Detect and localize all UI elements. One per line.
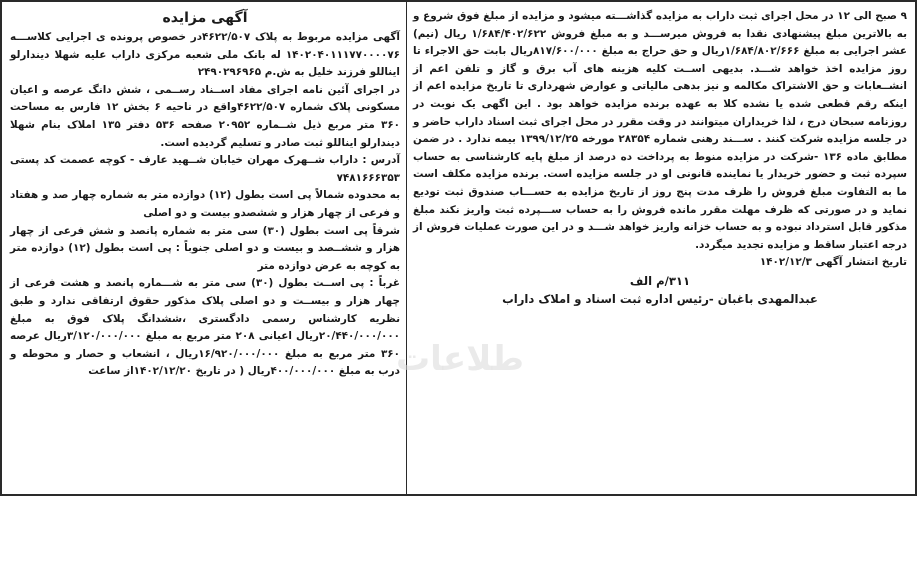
notice-terms: ۹ صبح الی ۱۲ در محل اجرای ثبت داراب به مزایده گذاشـــته میشود و مزایده از مبلغ فوق شروع و به بالاترین مبلغ پیشنهادی نقدا به فروش میرســـد و به مبلغ فروش ۱/۶۸۴/۴۰۲/۶۲۲ ریال (نیم) عشر اجرایی به مبلغ ۱/۶۸۴/۸۰۲/۶۶۶ریال و حق حراج به مبلغ ۸۱۷/۶۰۰/۰۰۰ریال بابت حق الاجراء تا روز مزایده اخذ خواهد شـــد. بدیهی اســت کلیه هزینه های آب برق و گاز و تلفن اعم از انشــعابات و حق الاشتراک مکالمه و نیز بدهی مالیاتی و عوارض شهرداری تا تاریخ مزایده اعم از اینکه رقم قطعی شده یا نشده کلا به عهده برنده مزایده خواهد بود . این اگهی یک نوبت در روزنامه سبحان درج ، لذا خریداران میتوانند در وقت مقرر در محل اجرای ثبت اسناد داراب حاضر و در جلسه مزایده شرکت کنند . ســـند رهنی شماره ۲۸۳۵۴ مورخه ۱۳۹۹/۱۲/۲۵ بیمه ندارد . در ضمن مطابق ماده ۱۳۶ -شرکت در مزایده منوط به پرداخت ده درصد از مبلغ پایه کارشناسی به حساب سپرده ثبت و حضور خریدار یا نماینده قانونی او در جلسه مزایده است. برنده مزایده مکلف است ما به التفاوت مبلغ فروش را ظرف مدت پنج روز از تاریخ مزایده به حســـاب صندوق ثبت تودیع نماید و در صورتی که ظرف مهلت مقرر مانده فروش را به حساب ســـپرده ثبت واریز نکند مبلغ مذکور قابل استرداد نبوده و به حساب خزانه واریز خواهد شـــد و در این صورت عملیات فروش از درجه اعتبار ساقط و مزایده تجدید میگردد. <box>413 10 907 251</box>
notice-boundary-east-south: شرقاً پی است بطول (۳۰) سی متر به شماره پانصد و شش فرعی از چهار هزار و ششــصد و بیست و دو اصلی جنوباً : پی است بطول (۱۲) دوازده متر به کوچه به عرض دوازده متر <box>10 224 400 272</box>
notice-right-column <box>2 2 406 494</box>
notice-signature: عبدالمهدی باغبان -رئیس اداره ثبت اسناد و املاک داراب <box>502 291 818 306</box>
notice-title: آگهی مزایده <box>162 10 248 26</box>
notice-boundary-north: به محدوده شمالاً پی است بطول (۱۲) دوازده متر به شماره چهار صد و هفتاد و فرعی از چهار هزار و ششصدو بیست و دو اصلی <box>10 189 400 219</box>
notice-address: آدرس : داراب شــهرک مهران خیابان شــهید عارف - کوچه عصمت کد پستی ۷۴۸۱۶۶۶۳۵۳ <box>10 154 400 184</box>
notice-paragraph: در اجرای آئین نامه اجرای مفاد اســناد رســمی ، شش دانگ عرصه و اعیان مسکونی پلاک شماره ۴۶۲۲/۵۰۷واقع در ناحیه ۶ بخش ۱۲ فارس به مساحت ۳۶۰ متر مربع ذیل شــماره ۲۰۹۵۲ صفحه ۵۳۶ دفتر ۱۳۵ املاک بنام شهلا دیندارلو ایناللو ثبت صادر و تسلیم گردیده است. <box>10 83 401 149</box>
notice-code: ۳۱۱/م الف <box>629 273 691 288</box>
notice-paragraph: آگهی مزایده مربوط به پلاک ۴۶۲۲/۵۰۷در خصوص پرونده ی اجرایی کلاســـه ۱۴۰۲۰۴۰۱۱۱۷۷۰۰۰۰۷۶ له بانک ملی شعبه مرکزی داراب علیه شهلا دیندارلو ایناللو فرزند خلیل به ش.م ۲۴۹۰۲۹۶۹۶۵ <box>10 31 400 79</box>
notice-publish-date: تاریخ انتشار آگهی ۱۴۰۲/۱۲/۳ <box>759 256 907 269</box>
notice-left-column <box>406 2 915 494</box>
watermark-text: طلاعات <box>396 339 524 379</box>
notice-boundary-west-valuation: غرباً : پی اســت بطول (۳۰) سی متر به شـــماره پانصد و هشت فرعی از چهار هزار و بیســت و دو اصلی پلاک مذکور حقوق ارتفاقی ندارد و طبق نظریه کارشناس رسمی دادگستری ،ششدانگ پلاک فوق به مبلغ ۲۰/۴۴۰/۰۰۰/۰۰۰ریال اعیانی ۲۰۸ متر مربع به مبلغ ۳/۱۲۰/۰۰۰/۰۰۰ریال عرصه ۳۶۰ متر مربع به مبلغ ۱۶/۹۲۰/۰۰۰/۰۰۰ریال ، انشعاب و حصار و محوطه و درب به مبلغ ۴۰۰/۰۰۰/۰۰۰ریال ( در تاریخ ۱۴۰۲/۱۲/۲۰از ساعت <box>10 277 401 378</box>
